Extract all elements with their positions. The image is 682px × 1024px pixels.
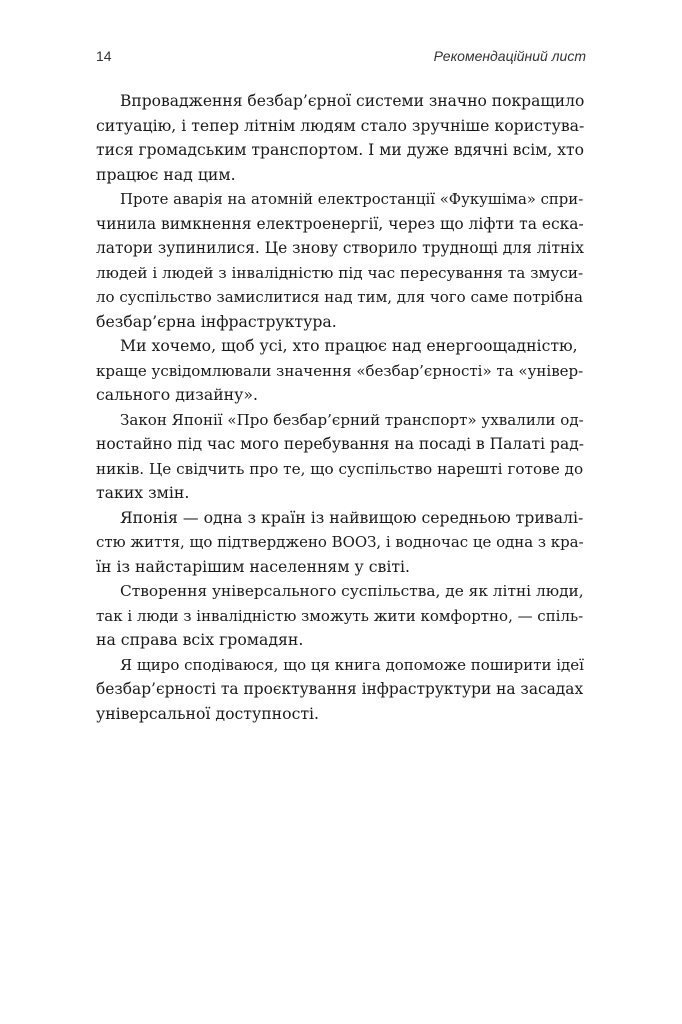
- paragraph-line: ло суспільство замислитися над тим, для чого саме потрібна: [96, 288, 583, 306]
- paragraph-line: людей і людей з інвалідністю під час пересування та змуси-: [96, 263, 584, 282]
- paragraph-line: універсальної доступності.: [96, 703, 320, 723]
- page-header: [96, 48, 586, 72]
- paragraph-line: Ми хочемо, щоб усі, хто працює над енергоощадністю,: [120, 336, 578, 355]
- paragraph-line: ситуацію, і тепер літнім людям стало зручніше користува-: [96, 115, 585, 135]
- paragraph-line: Закон Японії «Про безбар’єрний транспорт» ухвалили од-: [120, 410, 584, 429]
- paragraph-line: працює над цим.: [96, 164, 236, 184]
- paragraph-line: стю життя, що підтверджено ВООЗ, і водночас це одна з кра-: [96, 533, 584, 551]
- paragraph-line: тися громадським транспортом. І ми дуже вдячні всім, хто: [96, 141, 585, 159]
- paragraph-line: так і люди з інвалідністю зможуть жити комфортно, — спіль-: [96, 606, 584, 625]
- paragraph-line: ників. Це свідчить про те, що суспільство нарешті готове до: [96, 459, 584, 478]
- paragraph-line: Впровадження безбар’єрної системи значно покращило: [120, 92, 585, 110]
- paragraph-line: латори зупинилися. Це знову створило труднощі для літніх: [96, 239, 584, 257]
- paragraph-line: таких змін.: [96, 483, 190, 502]
- body-text: [96, 89, 586, 726]
- running-head: Рекомендаційний лист: [433, 48, 586, 64]
- paragraph-line: безбар’єрності та проєктування інфраструктури на засадах: [96, 680, 584, 698]
- paragraph-line: Проте аварія на атомній електростанції «Фукушіма» спри-: [120, 190, 584, 208]
- paragraph-line: Я щиро сподіваюся, що ця книга допоможе поширити ідеї: [120, 655, 584, 674]
- paragraph-line: безбар’єрна інфраструктура.: [96, 311, 337, 331]
- paragraph-line: на справа всіх громадян.: [96, 630, 304, 649]
- paragraph-line: чинила вимкнення електроенергії, через що ліфти та еска-: [96, 214, 584, 233]
- page-number: 14: [96, 48, 112, 64]
- paragraph-line: ностайно під час мого перебування на посаді в Палаті рад-: [96, 435, 584, 453]
- paragraph-line: Японія — одна з країн із найвищою середньою тривалі-: [120, 507, 584, 527]
- paragraph-line: Створення універсального суспільства, де як літні люди,: [120, 582, 584, 600]
- paragraph-line: їн із найстарішим населенням у світі.: [96, 556, 411, 576]
- paragraph-line: краще усвідомлювали значення «безбар’єрності» та «універ-: [96, 361, 584, 380]
- paragraph-line: сального дизайну».: [96, 385, 258, 404]
